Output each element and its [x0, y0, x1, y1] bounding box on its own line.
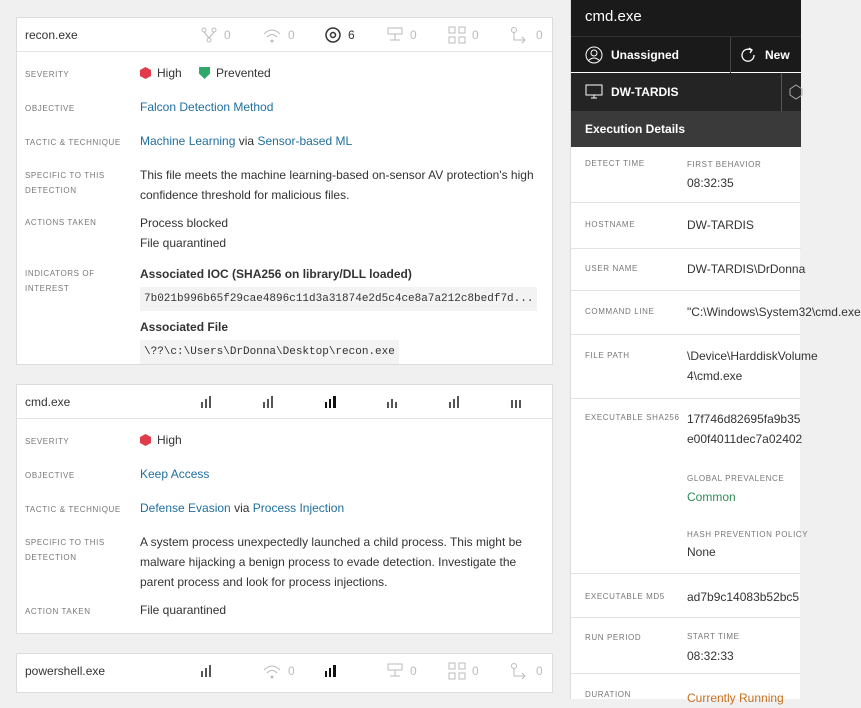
card-stats	[200, 654, 572, 688]
status-button[interactable]: New	[731, 37, 790, 73]
stat-modules-count: 0	[472, 28, 479, 42]
stat-flow[interactable]	[510, 18, 572, 52]
stat-flow-count: 0	[536, 664, 543, 678]
hash-policy-value: None	[687, 545, 716, 559]
ioc-value	[140, 264, 545, 364]
prevalence-label: GLOBAL PREVALENCE	[687, 474, 785, 483]
ioc-title: Associated IOC (SHA256 on library/DLL loaded)	[140, 267, 412, 281]
stat-network-count: 0	[288, 664, 295, 678]
command-line-row	[571, 291, 861, 335]
detection-card-powershell	[16, 653, 553, 693]
duration-label: DURATION	[585, 690, 631, 699]
signal-bars-icon	[448, 395, 462, 409]
first-behavior-label: FIRST BEHAVIOR	[687, 160, 762, 169]
file-path-label: FILE PATH	[585, 351, 630, 360]
stat-modules[interactable]	[448, 18, 510, 52]
user-label: USER NAME	[585, 264, 638, 273]
specific-label: SPECIFIC TO THIS DETECTION	[25, 171, 105, 195]
stat-network[interactable]	[262, 654, 324, 688]
modules-icon	[448, 662, 466, 680]
stat-bars[interactable]	[324, 385, 386, 419]
objective-row	[25, 464, 545, 494]
shield-icon	[199, 67, 210, 79]
signal-bars-icon	[262, 395, 276, 409]
md5-value[interactable]: ad7b9c14083b52bc5	[687, 590, 800, 604]
technique-link[interactable]: Process Injection	[252, 501, 345, 515]
wifi-icon	[262, 26, 282, 44]
signal-bars-icon	[324, 395, 338, 409]
tactic-value: Machine Learning via Sensor-based ML	[140, 134, 353, 148]
stat-network[interactable]	[262, 18, 324, 52]
card-stats	[200, 18, 572, 52]
stat-registry-count: 0	[410, 664, 417, 678]
divider	[781, 73, 782, 111]
stat-tree[interactable]	[200, 18, 262, 52]
sha256-value[interactable]: 17f746d82695fa9b35	[687, 412, 801, 426]
objective-label: OBJECTIVE	[25, 104, 75, 113]
disk-icon	[324, 26, 342, 44]
tactic-label: TACTIC & TECHNIQUE	[25, 138, 121, 147]
user-icon	[585, 46, 603, 64]
objective-link[interactable]: Falcon Detection Method	[140, 100, 274, 114]
high-severity-icon	[140, 67, 151, 79]
hostname-label: HOSTNAME	[585, 220, 636, 229]
objective-value	[140, 464, 545, 484]
card-header[interactable]	[17, 385, 552, 419]
action-label: ACTION TAKEN	[25, 607, 91, 616]
high-severity-icon	[140, 434, 151, 446]
ioc-row	[25, 264, 545, 360]
panel-title: cmd.exe	[571, 0, 801, 36]
run-period-row	[571, 618, 801, 674]
objective-label: OBJECTIVE	[25, 471, 75, 480]
host-name: DW-TARDIS	[611, 85, 679, 99]
wifi-icon	[262, 662, 282, 680]
md5-row	[571, 574, 801, 618]
specific-value: This file meets the machine learning-based on-sensor AV protection's high confidence threshold for malicious files.	[140, 168, 534, 202]
modules-icon	[448, 26, 466, 44]
card-header[interactable]	[17, 654, 552, 688]
section-header[interactable]: Execution Details	[571, 111, 801, 147]
action-value: File quarantined	[140, 603, 227, 617]
severity-value	[140, 430, 545, 452]
tactic-value: Defense Evasion via Process Injection	[140, 501, 345, 515]
md5-label: EXECUTABLE MD5	[585, 592, 665, 601]
objective-row	[25, 97, 545, 127]
hostname-row	[571, 203, 801, 249]
run-period-label: RUN PERIOD	[585, 633, 642, 642]
flow-icon	[510, 662, 530, 680]
start-time-label: START TIME	[687, 632, 740, 641]
prevented-badge: Prevented	[199, 63, 271, 83]
detail-panel	[570, 0, 861, 705]
command-line-value: "C:\Windows\System32\cmd.exe	[687, 305, 861, 319]
stat-modules-count: 0	[472, 664, 479, 678]
sha256-label: EXECUTABLE SHA256	[585, 413, 680, 422]
detection-card-cmd	[16, 384, 553, 634]
stat-modules[interactable]	[448, 654, 510, 688]
detection-card-recon	[16, 17, 553, 365]
file-title: Associated File	[140, 320, 229, 334]
card-header[interactable]	[17, 18, 552, 52]
action-item: File quarantined	[140, 236, 227, 250]
refresh-icon	[739, 46, 757, 64]
tactic-row	[25, 498, 545, 528]
stat-tree-count: 0	[224, 28, 231, 42]
stat-network-count: 0	[288, 28, 295, 42]
specific-row	[25, 532, 545, 596]
process-tree-icon	[200, 26, 218, 44]
severity-value	[140, 63, 545, 85]
tactic-link[interactable]: Defense Evasion	[140, 501, 231, 515]
signal-bars-icon	[324, 664, 338, 678]
severity-row	[25, 63, 545, 93]
objective-link[interactable]: Keep Access	[140, 467, 210, 481]
stat-registry[interactable]	[386, 654, 448, 688]
card-title: recon.exe	[25, 27, 78, 42]
command-line-label: COMMAND LINE	[585, 307, 655, 316]
registry-icon	[386, 662, 404, 680]
signal-bars-icon	[510, 395, 524, 409]
hash-policy-label: HASH PREVENTION POLICY	[687, 530, 809, 539]
severity-badge: High	[140, 430, 182, 450]
ioc-label: INDICATORS OF INTEREST	[25, 269, 95, 293]
severity-label: SEVERITY	[25, 70, 70, 79]
tactic-label: TACTIC & TECHNIQUE	[25, 505, 121, 514]
stat-registry-count: 0	[410, 28, 417, 42]
actions-value	[140, 213, 545, 253]
detect-time-label: DETECT TIME	[585, 159, 645, 168]
actions-row	[25, 213, 545, 255]
stat-disk[interactable]	[324, 18, 386, 52]
severity-row	[25, 430, 545, 460]
tactic-row	[25, 131, 545, 161]
technique-link[interactable]: Sensor-based ML	[257, 134, 353, 148]
actions-label: ACTIONS TAKEN	[25, 218, 97, 227]
file-path-row	[571, 335, 818, 399]
start-time-value: 08:32:33	[687, 649, 734, 663]
card-title: powershell.exe	[25, 664, 106, 678]
registry-icon	[386, 26, 404, 44]
first-behavior-value: 08:32:35	[687, 176, 734, 190]
stat-bars[interactable]	[262, 385, 324, 419]
stat-bars[interactable]	[200, 385, 262, 419]
file-path-value: \Device\HarddiskVolume	[687, 349, 818, 363]
specific-row	[25, 165, 545, 209]
flow-icon	[510, 26, 530, 44]
file-path-value: 4\cmd.exe	[687, 369, 743, 383]
panel-host-bar[interactable]	[571, 73, 801, 111]
stat-flow[interactable]	[510, 654, 572, 688]
severity-label: SEVERITY	[25, 437, 70, 446]
tactic-link[interactable]: Machine Learning	[140, 134, 236, 148]
signal-bars-icon	[200, 664, 214, 678]
duration-row	[571, 674, 801, 705]
user-value: DW-TARDIS\DrDonna	[687, 262, 806, 276]
sha256-value[interactable]: e00f4011dec7a02402	[687, 432, 803, 446]
action-item: Process blocked	[140, 216, 229, 230]
card-title: cmd.exe	[25, 394, 71, 409]
action-row	[25, 600, 545, 624]
signal-bars-icon	[386, 395, 400, 409]
stat-bars[interactable]	[448, 385, 510, 419]
sha256-row	[571, 399, 809, 574]
stat-registry[interactable]	[386, 18, 448, 52]
specific-value: A system process unexpectedly launched a child process. This might be malware hijacking a benign process to evade detection. Investigate the parent process and look for process injections.	[140, 535, 522, 589]
stat-bars[interactable]	[324, 654, 386, 688]
stat-flow-count: 0	[536, 28, 543, 42]
prevalence-value: Common	[687, 490, 736, 504]
stat-bars[interactable]	[510, 385, 572, 419]
signal-bars-icon	[200, 395, 214, 409]
objective-value	[140, 97, 545, 117]
user-row	[571, 249, 806, 291]
stat-disk-count: 6	[348, 28, 355, 42]
severity-badge: High	[140, 63, 182, 83]
stat-bars[interactable]	[200, 654, 262, 688]
panel-actions-bar	[571, 36, 801, 72]
card-stats	[200, 385, 572, 419]
stat-bars[interactable]	[386, 385, 448, 419]
hostname-value: DW-TARDIS	[687, 218, 754, 232]
ioc-hash[interactable]: 7b021b996b65f29cae4896c11d3a31874e2d5c4ce8a7a212c8bedf7d...	[140, 287, 537, 311]
detect-time-row	[571, 147, 801, 203]
network-containment-icon[interactable]	[789, 84, 803, 100]
file-path[interactable]: \??\c:\Users\DrDonna\Desktop\recon.exe	[140, 340, 399, 364]
assign-button[interactable]: Unassigned	[571, 37, 731, 73]
monitor-icon	[585, 84, 603, 100]
specific-label: SPECIFIC TO THIS DETECTION	[25, 538, 105, 562]
duration-value: Currently Running	[687, 691, 784, 705]
